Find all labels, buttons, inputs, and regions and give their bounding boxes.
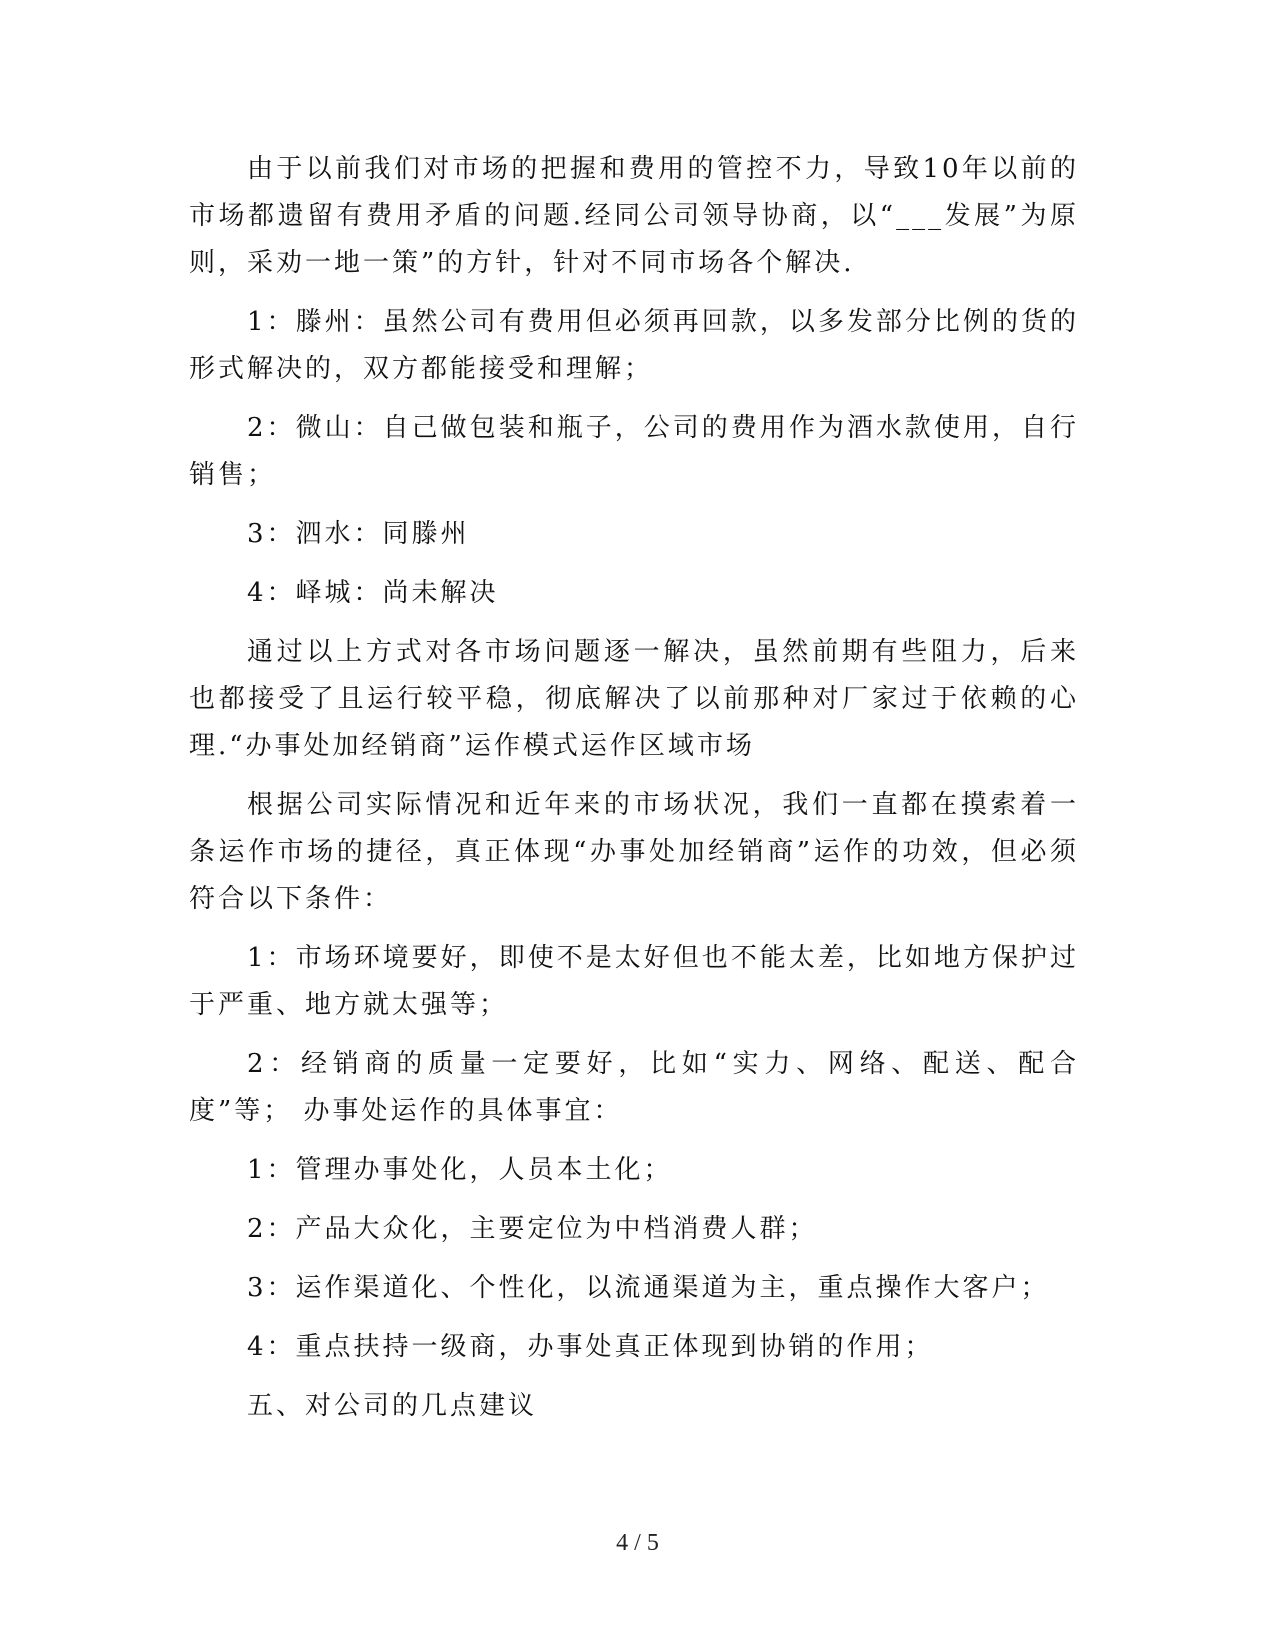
page-number: 4 / 5 — [616, 1530, 659, 1556]
paragraph-intro: 由于以前我们对市场的把握和费用的管控不力，导致10年以前的市场都遗留有费用矛盾的问题.经同公司领导协商，以“___发展”为原则，采劝一地一策”的方针，针对不同市场各个解决. — [189, 154, 1079, 278]
paragraph-conditions-intro: 根据公司实际情况和近年来的市场状况，我们一直都在摸索着一条运作市场的捷径，真正体现“办事处加经销商”运作的功效，但必须符合以下条件： — [189, 790, 1079, 914]
paragraph-item-2: 2：产品大众化，主要定位为中档消费人群； — [247, 1214, 818, 1244]
paragraph-item-1: 1：管理办事处化，人员本土化； — [247, 1155, 673, 1185]
paragraph-item-4: 4：重点扶持一级商，办事处真正体现到协销的作用； — [247, 1332, 934, 1362]
paragraph-weishan: 2：微山：自己做包装和瓶子，公司的费用作为酒水款使用，自行销售； — [189, 413, 1079, 490]
paragraph-sishui: 3：泗水：同滕州 — [247, 519, 470, 549]
paragraph-tengzhou: 1：滕州：虽然公司有费用但必须再回款，以多发部分比例的货的形式解决的，双方都能接受和理解； — [189, 307, 1079, 384]
paragraph-item-3: 3：运作渠道化、个性化，以流通渠道为主，重点操作大客户； — [247, 1273, 1050, 1303]
paragraph-resolution: 通过以上方式对各市场问题逐一解决，虽然前期有些阻力，后来也都接受了且运行较平稳，彻底解决了以前那种对厂家过于依赖的心理.“办事处加经销商”运作模式运作区域市场 — [189, 637, 1079, 761]
paragraph-condition-2: 2：经销商的质量一定要好，比如“实力、网络、配送、配合度”等； 办事处运作的具体事宜： — [189, 1049, 1079, 1126]
section-heading-suggestions: 五、对公司的几点建议 — [247, 1391, 538, 1421]
paragraph-yicheng: 4：峄城：尚未解决 — [247, 578, 499, 608]
document-body — [189, 146, 1079, 1430]
paragraph-condition-1: 1：市场环境要好，即使不是太好但也不能太差，比如地方保护过于严重、地方就太强等； — [189, 943, 1079, 1020]
